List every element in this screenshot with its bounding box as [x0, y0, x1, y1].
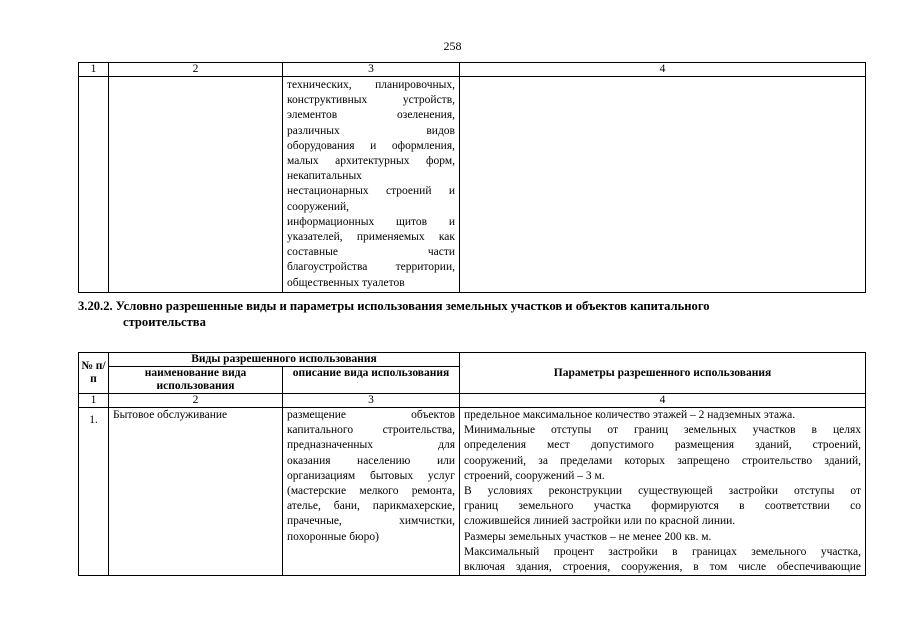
bottom-table-col-numbers: [79, 394, 866, 408]
row-desc: [283, 408, 460, 576]
text-line: конструктивных устройств,: [287, 94, 455, 107]
col-number-3: 3: [283, 394, 460, 408]
text-line: Минимальные отступы от границ земельных участков в целях: [464, 424, 861, 437]
text-line: похоронные бюро): [287, 530, 379, 543]
text-line: Размеры земельных участков – не менее 200 кв. м.: [464, 530, 712, 543]
top-cell-3: [283, 77, 460, 293]
row-name: Бытовое обслуживание: [109, 408, 283, 576]
text-line: общественных туалетов: [287, 276, 405, 289]
land-use-table: [78, 352, 866, 576]
top-table-row: [79, 77, 866, 293]
text-line: технических, планировочных,: [287, 79, 455, 91]
header-desc: описание вида использования: [283, 367, 460, 394]
text-line: ателье, бани, парикмахерские,: [287, 500, 455, 513]
section-heading-line2: строительства: [123, 315, 206, 329]
text-line: сооружений, за пределами которых запрещено строительство зданий,: [464, 454, 861, 467]
col-number-3: 3: [283, 63, 460, 77]
text-line: границ земельного участка формируются в соответствии со: [464, 500, 861, 513]
text-line: малых архитектурных форм,: [287, 155, 455, 168]
col-number-4: 4: [460, 63, 866, 77]
text-line: размещение объектов: [287, 409, 455, 421]
text-line: оборудования и оформления,: [287, 139, 455, 152]
text-line: капитального строительства,: [287, 424, 455, 437]
section-heading: [78, 298, 868, 330]
header-name: наименование вида использования: [109, 367, 283, 394]
top-table: [78, 62, 866, 293]
text-line: информационных щитов и: [287, 215, 455, 228]
text-line: (мастерские мелкого ремонта,: [287, 485, 455, 498]
text-line: В условиях реконструкции существующей застройки отступы от: [464, 485, 861, 498]
text-line: указателей, применяемых как: [287, 231, 455, 244]
col-number-2: 2: [109, 394, 283, 408]
text-line: различных видов: [287, 124, 455, 137]
text-line: определения мест допустимого размещения зданий, строений,: [464, 439, 861, 452]
section-heading-line1: 3.20.2. Условно разрешенные виды и параметры использования земельных участков и объектов капитального: [78, 299, 710, 313]
text-line: сложившейся линией застройки или по красной линии.: [464, 515, 736, 528]
top-cell-2: [109, 77, 283, 293]
text-line: сооружений,: [287, 200, 350, 213]
text-line: Максимальный процент застройки в границах земельного участка,: [464, 545, 861, 558]
header-group: Виды разрешенного использования: [109, 353, 460, 367]
text-line: некапитальных: [287, 170, 362, 183]
text-line: предельное максимальное количество этажей – 2 надземных этажа.: [464, 409, 796, 421]
text-line: организациям бытовых услуг: [287, 469, 455, 482]
top-table-col-numbers: [79, 63, 866, 77]
text-line: прачечные, химчистки,: [287, 515, 455, 528]
row-params: [460, 408, 866, 576]
top-cell-4: [460, 77, 866, 293]
text-line: элементов озеленения,: [287, 109, 455, 122]
col-number-4: 4: [460, 394, 866, 408]
top-cell-1: [79, 77, 109, 293]
col-number-1: 1: [79, 394, 109, 408]
col-number-1: 1: [79, 63, 109, 77]
text-line: предназначенных для: [287, 439, 455, 452]
table-row: [79, 408, 866, 576]
text-line: оказания населению или: [287, 454, 455, 467]
text-line: включая здания, строения, сооружения, в том числе обеспечивающие: [464, 561, 861, 574]
row-num: 1.: [79, 408, 109, 576]
col-number-2: 2: [109, 63, 283, 77]
header-num: № п/п: [79, 353, 109, 394]
text-line: строений, сооружений – 3 м.: [464, 469, 605, 482]
header-params: Параметры разрешенного использования: [460, 353, 866, 394]
text-line: благоустройства территории,: [287, 261, 455, 274]
text-line: нестационарных строений и: [287, 185, 455, 198]
text-line: составные части: [287, 246, 455, 259]
page-number: 258: [443, 39, 462, 53]
header-row-1: [79, 353, 866, 367]
